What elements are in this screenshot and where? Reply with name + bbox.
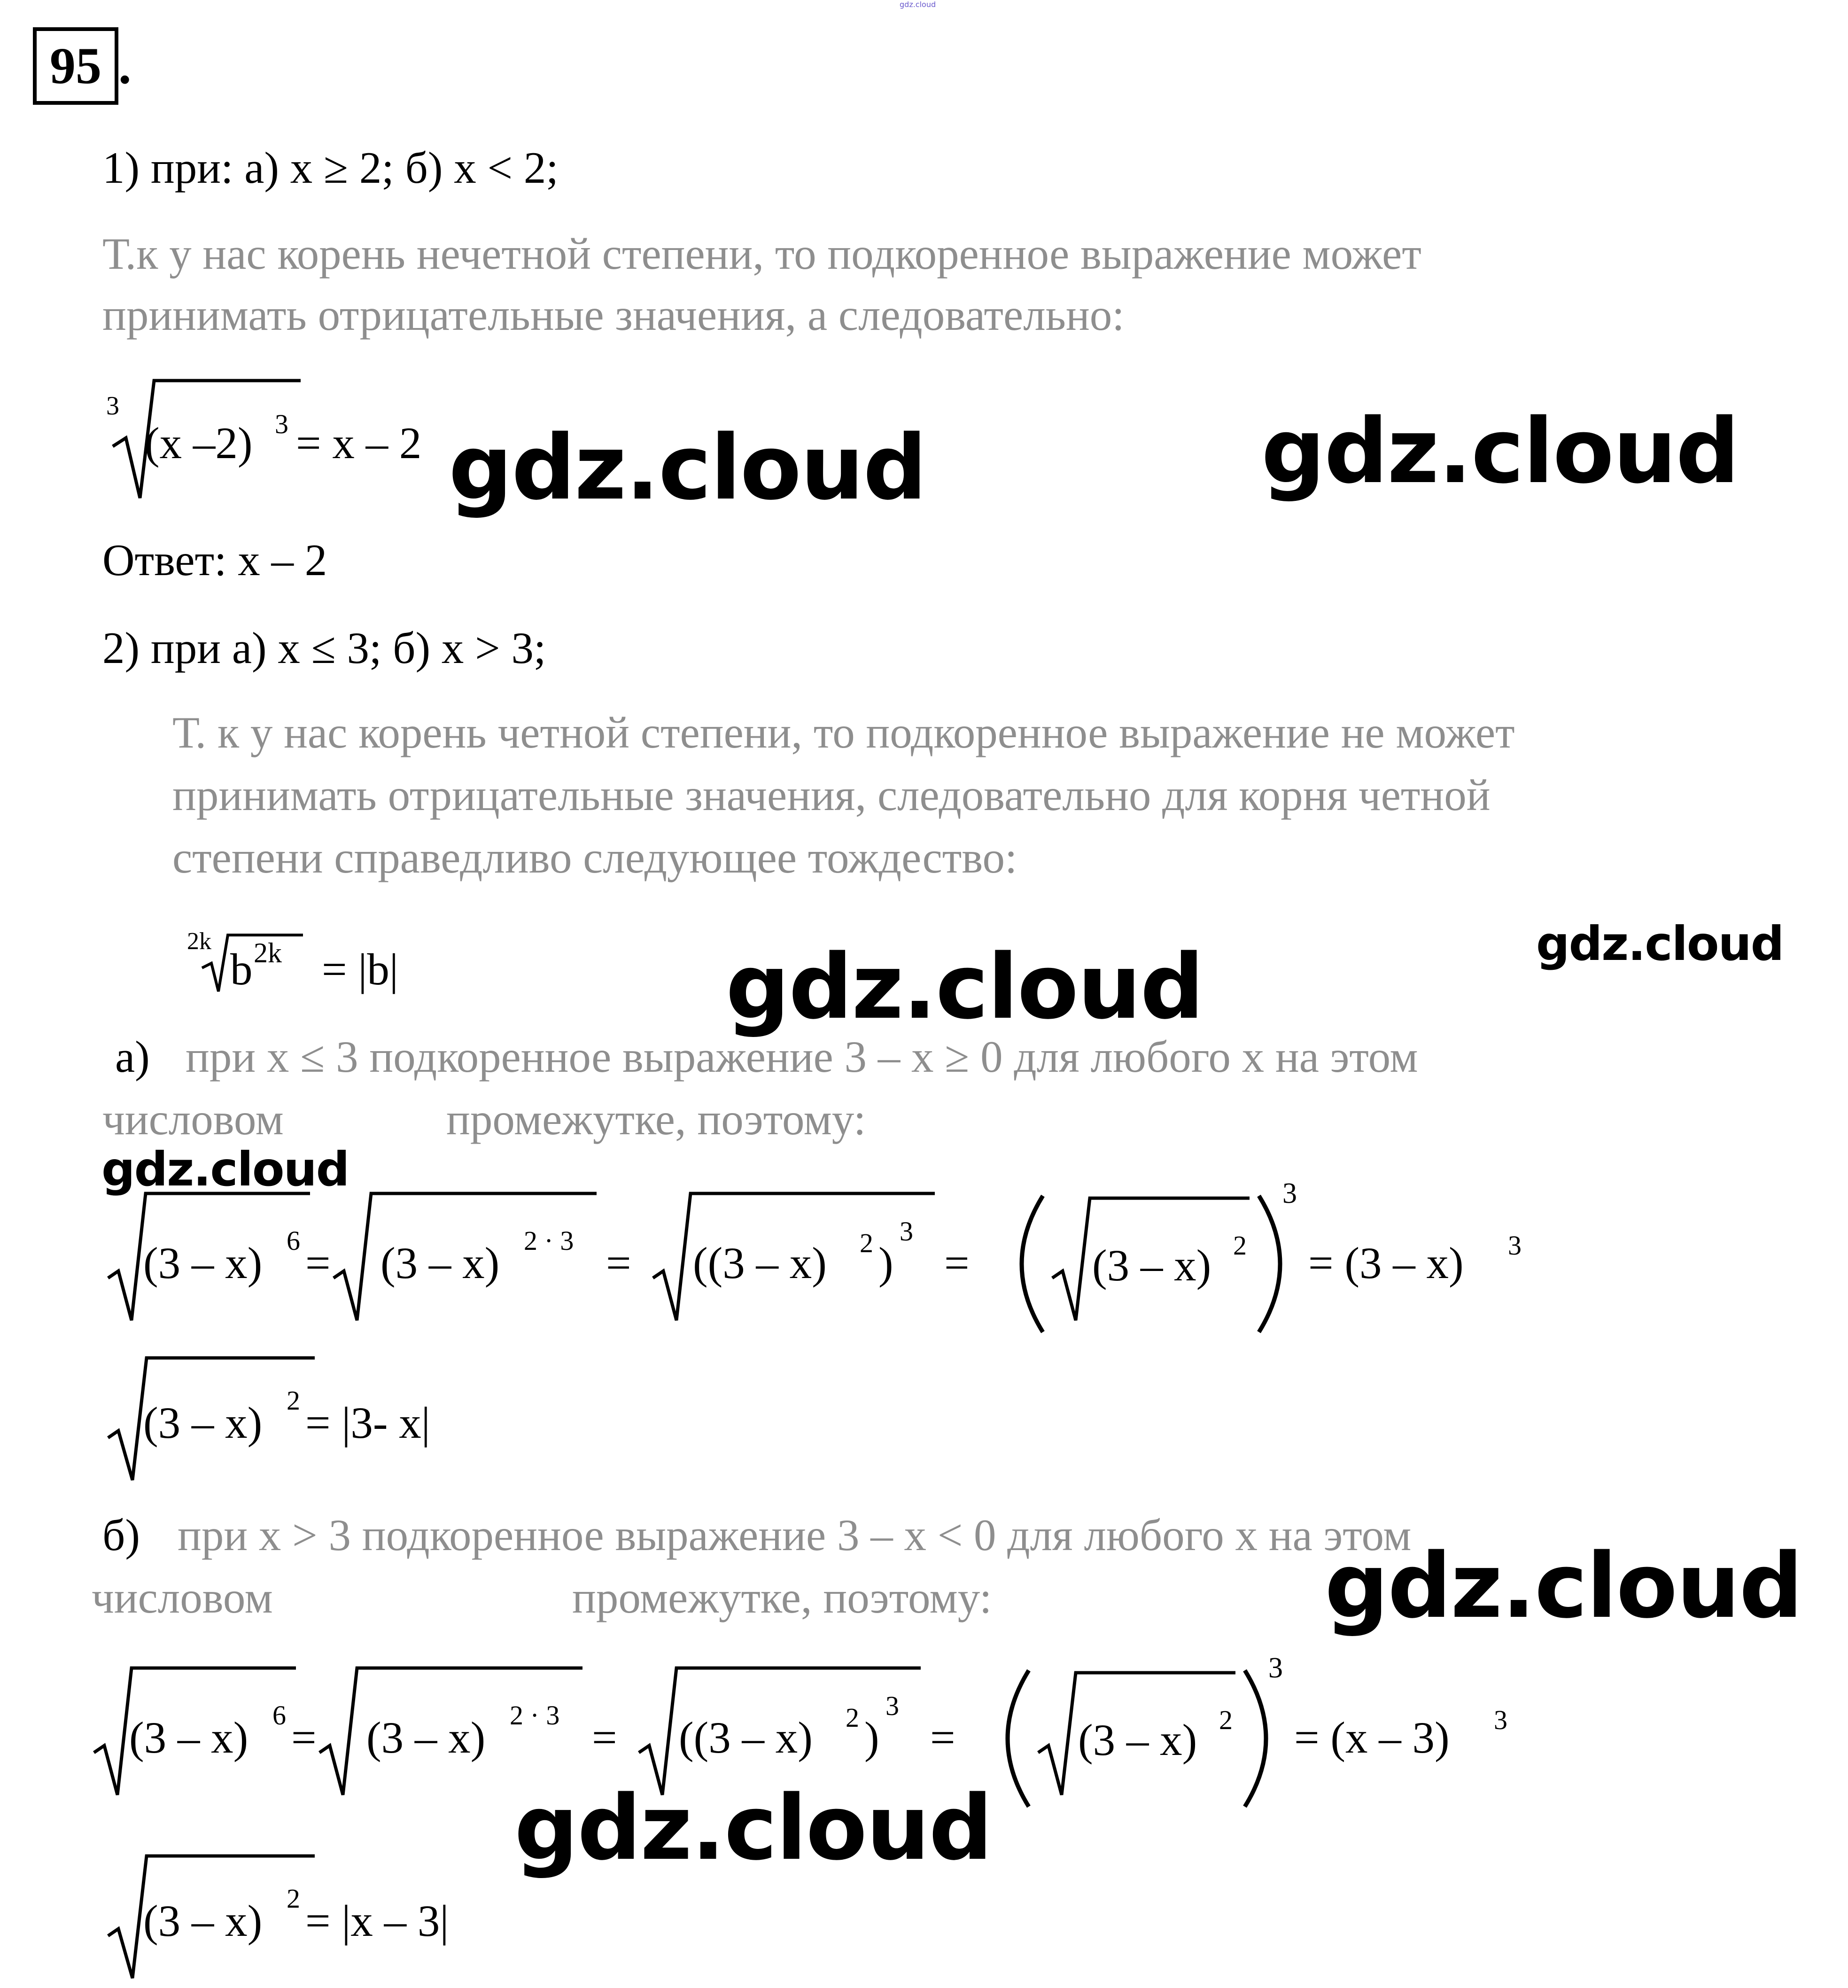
case-b-label: б) bbox=[102, 1510, 140, 1560]
watermark-5: gdz.cloud bbox=[101, 1142, 349, 1197]
part2-explanation-line3: степени справедливо следующее тождество: bbox=[172, 833, 1017, 882]
case-a-second-formula bbox=[99, 1344, 521, 1485]
chain-rhs-exp: 3 bbox=[1494, 1705, 1507, 1735]
case-b-text-line2a: числовом bbox=[92, 1573, 273, 1622]
term-3-close: ) bbox=[878, 1238, 893, 1288]
exp-1: 6 bbox=[272, 1700, 286, 1731]
chain-rhs-exp: 3 bbox=[1508, 1230, 1522, 1261]
exp-4-outer: 3 bbox=[1268, 1652, 1283, 1684]
rhs: = |х – 3| bbox=[305, 1896, 449, 1946]
eq-1: = bbox=[291, 1713, 317, 1762]
term: (3 – х) bbox=[143, 1398, 263, 1448]
open-paren bbox=[1008, 1670, 1029, 1807]
exp-4: 2 bbox=[1219, 1705, 1233, 1735]
case-a-label: а) bbox=[115, 1032, 150, 1082]
exp-3b: 3 bbox=[900, 1216, 913, 1247]
term-2: (3 – х) bbox=[366, 1713, 486, 1762]
rhs: = |3- х| bbox=[305, 1398, 430, 1448]
part2-explanation-line1: Т. к у нас корень четной степени, то подкоренное выражение не может bbox=[172, 708, 1515, 757]
close-paren bbox=[1245, 1670, 1266, 1807]
even-root-identity bbox=[183, 921, 474, 1006]
case-a-chain bbox=[99, 1170, 1578, 1358]
case-b-second-formula bbox=[99, 1842, 521, 1983]
root-index: 3 bbox=[106, 391, 119, 421]
case-a-text-line2b: промежутке, поэтому: bbox=[446, 1094, 866, 1144]
watermark-4: gdz.cloud bbox=[1536, 916, 1784, 971]
identity-base: b bbox=[230, 944, 253, 994]
identity-exponent: 2k bbox=[254, 937, 282, 968]
case-b-text-line1: при х > 3 подкоренное выражение 3 – х < 0 для любого х на этом bbox=[178, 1510, 1412, 1560]
exp-2: 2 · 3 bbox=[524, 1225, 574, 1256]
open-paren bbox=[1022, 1196, 1043, 1332]
eq-2: = bbox=[606, 1238, 631, 1288]
problem-number-dot: . bbox=[118, 37, 132, 94]
exp-4: 2 bbox=[1233, 1230, 1247, 1261]
identity-radical bbox=[202, 935, 303, 991]
case-a-text-line1: при х ≤ 3 подкоренное выражение 3 – х ≥ 0 для любого х на этом bbox=[186, 1032, 1418, 1082]
part1-cube-root-formula bbox=[103, 376, 489, 512]
term-4: (3 – х) bbox=[1092, 1240, 1211, 1290]
eq-3: = bbox=[930, 1713, 955, 1762]
eq-1: = bbox=[305, 1238, 331, 1288]
top-tiny-watermark: gdz.cloud bbox=[900, 0, 936, 9]
exp: 2 bbox=[287, 1385, 300, 1416]
eq-3: = bbox=[944, 1238, 970, 1288]
close-paren bbox=[1259, 1196, 1280, 1332]
part2-explanation-line2: принимать отрицательные значения, следовательно для корня четной bbox=[172, 770, 1491, 820]
rhs: = х – 2 bbox=[296, 418, 422, 468]
identity-rhs: = |b| bbox=[322, 944, 398, 994]
part1-explanation-line2: принимать отрицательные значения, а следовательно: bbox=[102, 290, 1125, 340]
chain-rhs: = (3 – х) bbox=[1308, 1238, 1464, 1288]
exp-3a: 2 bbox=[860, 1228, 873, 1258]
term-4: (3 – х) bbox=[1078, 1715, 1197, 1765]
exp-2: 2 · 3 bbox=[510, 1700, 560, 1731]
problem-number-box: 95 bbox=[33, 27, 118, 105]
case-a-text-line2a: числовом bbox=[102, 1094, 284, 1144]
problem-number bbox=[33, 27, 132, 105]
term-1: (3 – х) bbox=[129, 1713, 248, 1762]
part2-heading: 2) при а) х ≤ 3; б) х > 3; bbox=[102, 623, 546, 673]
watermark-6: gdz.cloud bbox=[1325, 1534, 1802, 1638]
eq-2: = bbox=[592, 1713, 617, 1762]
exp-4-outer: 3 bbox=[1282, 1177, 1297, 1209]
exp-3b: 3 bbox=[885, 1691, 899, 1721]
case-b-text-line2b: промежутке, поэтому: bbox=[572, 1573, 992, 1622]
exp-3a: 2 bbox=[846, 1702, 859, 1733]
term-1: (3 – х) bbox=[143, 1238, 263, 1288]
part1-explanation-line1: Т.к у нас корень нечетной степени, то подкоренное выражение может bbox=[102, 229, 1421, 279]
watermark-1: gdz.cloud bbox=[449, 416, 926, 520]
exp-1: 6 bbox=[287, 1225, 300, 1256]
term: (3 – х) bbox=[143, 1896, 263, 1946]
watermark-3: gdz.cloud bbox=[726, 935, 1204, 1039]
chain-rhs: = (х – 3) bbox=[1294, 1713, 1450, 1762]
term-2: (3 – х) bbox=[380, 1238, 500, 1288]
exp: 2 bbox=[287, 1883, 300, 1914]
part1-answer: Ответ: х – 2 bbox=[102, 535, 327, 585]
watermark-7: gdz.cloud bbox=[514, 1776, 992, 1880]
radicand: (х –2) bbox=[145, 418, 253, 468]
part1-heading: 1) при: а) х ≥ 2; б) х < 2; bbox=[102, 143, 559, 193]
term-3: ((3 – х) bbox=[679, 1713, 813, 1762]
term-3: ((3 – х) bbox=[693, 1238, 827, 1288]
radicand-exponent: 3 bbox=[275, 409, 288, 439]
term-3-close: ) bbox=[864, 1713, 879, 1762]
watermark-2: gdz.cloud bbox=[1261, 399, 1739, 503]
identity-index: 2k bbox=[187, 928, 211, 955]
